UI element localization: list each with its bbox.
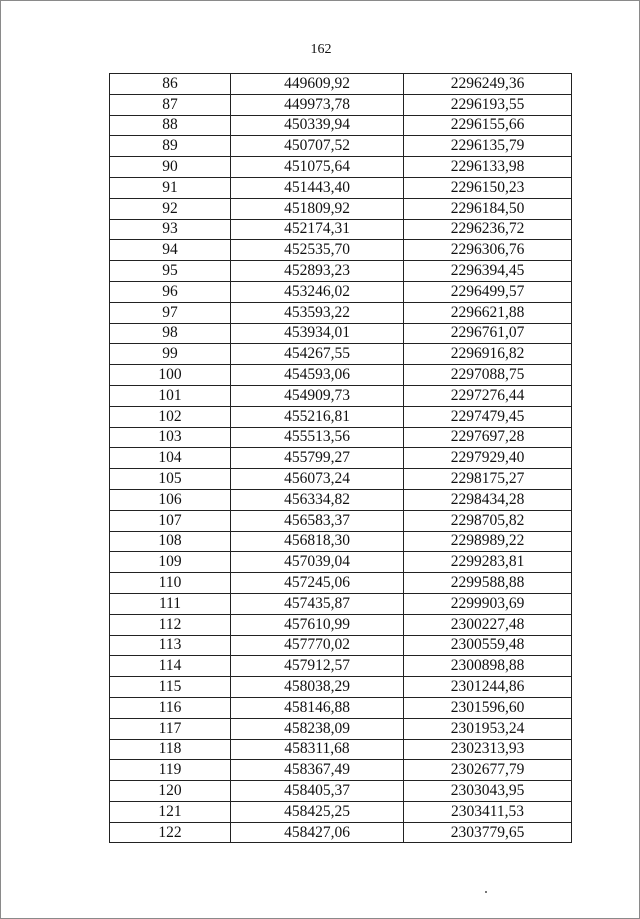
point-number-cell: 105: [110, 469, 231, 490]
x-coordinate-cell: 454267,55: [231, 344, 404, 365]
point-number-cell: 103: [110, 427, 231, 448]
y-coordinate-cell: 2298989,22: [404, 531, 572, 552]
table-row: [110, 198, 572, 219]
y-coordinate-cell: 2303043,95: [404, 781, 572, 802]
y-coordinate-cell: 2300898,88: [404, 656, 572, 677]
point-number-cell: 107: [110, 510, 231, 531]
table-row: [110, 469, 572, 490]
y-coordinate-cell: 2296916,82: [404, 344, 572, 365]
y-coordinate-cell: 2297697,28: [404, 427, 572, 448]
table-row: [110, 177, 572, 198]
table-row: [110, 531, 572, 552]
table-row: [110, 94, 572, 115]
x-coordinate-cell: 449609,92: [231, 74, 404, 95]
x-coordinate-cell: 458367,49: [231, 760, 404, 781]
table-row: [110, 822, 572, 843]
point-number-cell: 106: [110, 489, 231, 510]
y-coordinate-cell: 2298175,27: [404, 469, 572, 490]
point-number-cell: 118: [110, 739, 231, 760]
y-coordinate-cell: 2303779,65: [404, 822, 572, 843]
point-number-cell: 114: [110, 656, 231, 677]
table-row: [110, 344, 572, 365]
table-row: [110, 302, 572, 323]
point-number-cell: 109: [110, 552, 231, 573]
y-coordinate-cell: 2296150,23: [404, 177, 572, 198]
y-coordinate-cell: 2296621,88: [404, 302, 572, 323]
y-coordinate-cell: 2298434,28: [404, 489, 572, 510]
x-coordinate-cell: 457245,06: [231, 573, 404, 594]
point-number-cell: 91: [110, 177, 231, 198]
table-row: [110, 718, 572, 739]
table-row: [110, 427, 572, 448]
point-number-cell: 96: [110, 281, 231, 302]
y-coordinate-cell: 2297088,75: [404, 365, 572, 386]
x-coordinate-cell: 450707,52: [231, 136, 404, 157]
point-number-cell: 115: [110, 677, 231, 698]
y-coordinate-cell: 2302313,93: [404, 739, 572, 760]
page-number: 162: [310, 42, 332, 57]
table-row: [110, 365, 572, 386]
table-row: [110, 635, 572, 656]
point-number-cell: 87: [110, 94, 231, 115]
point-number-cell: 88: [110, 115, 231, 136]
table-row: [110, 281, 572, 302]
x-coordinate-cell: 458427,06: [231, 822, 404, 843]
table-row: [110, 552, 572, 573]
y-coordinate-cell: 2301244,86: [404, 677, 572, 698]
x-coordinate-cell: 458405,37: [231, 781, 404, 802]
x-coordinate-cell: 457770,02: [231, 635, 404, 656]
point-number-cell: 116: [110, 697, 231, 718]
point-number-cell: 94: [110, 240, 231, 261]
y-coordinate-cell: 2299283,81: [404, 552, 572, 573]
table-row: [110, 489, 572, 510]
table-row: [110, 781, 572, 802]
y-coordinate-cell: 2296193,55: [404, 94, 572, 115]
point-number-cell: 95: [110, 261, 231, 282]
y-coordinate-cell: 2299588,88: [404, 573, 572, 594]
x-coordinate-cell: 452893,23: [231, 261, 404, 282]
table-row: [110, 448, 572, 469]
x-coordinate-cell: 454593,06: [231, 365, 404, 386]
point-number-cell: 108: [110, 531, 231, 552]
y-coordinate-cell: 2296394,45: [404, 261, 572, 282]
table-row: [110, 593, 572, 614]
table-row: [110, 510, 572, 531]
table-row: [110, 219, 572, 240]
x-coordinate-cell: 457039,04: [231, 552, 404, 573]
y-coordinate-cell: 2297479,45: [404, 406, 572, 427]
table-row: [110, 697, 572, 718]
x-coordinate-cell: 455216,81: [231, 406, 404, 427]
y-coordinate-cell: 2296155,66: [404, 115, 572, 136]
y-coordinate-cell: 2300559,48: [404, 635, 572, 656]
x-coordinate-cell: 454909,73: [231, 385, 404, 406]
x-coordinate-cell: 458238,09: [231, 718, 404, 739]
x-coordinate-cell: 455799,27: [231, 448, 404, 469]
table-row: [110, 760, 572, 781]
x-coordinate-cell: 458038,29: [231, 677, 404, 698]
table-row: [110, 136, 572, 157]
x-coordinate-cell: 453246,02: [231, 281, 404, 302]
point-number-cell: 111: [110, 593, 231, 614]
coordinates-table-body: [110, 74, 572, 843]
table-row: [110, 614, 572, 635]
y-coordinate-cell: 2296184,50: [404, 198, 572, 219]
y-coordinate-cell: 2302677,79: [404, 760, 572, 781]
scan-speck: [485, 891, 487, 893]
y-coordinate-cell: 2300227,48: [404, 614, 572, 635]
point-number-cell: 110: [110, 573, 231, 594]
table-row: [110, 385, 572, 406]
x-coordinate-cell: 452174,31: [231, 219, 404, 240]
x-coordinate-cell: 452535,70: [231, 240, 404, 261]
x-coordinate-cell: 449973,78: [231, 94, 404, 115]
x-coordinate-cell: 457912,57: [231, 656, 404, 677]
point-number-cell: 120: [110, 781, 231, 802]
y-coordinate-cell: 2298705,82: [404, 510, 572, 531]
point-number-cell: 102: [110, 406, 231, 427]
y-coordinate-cell: 2296133,98: [404, 157, 572, 178]
y-coordinate-cell: 2297929,40: [404, 448, 572, 469]
point-number-cell: 86: [110, 74, 231, 95]
point-number-cell: 100: [110, 365, 231, 386]
table-row: [110, 739, 572, 760]
x-coordinate-cell: 458425,25: [231, 801, 404, 822]
x-coordinate-cell: 451075,64: [231, 157, 404, 178]
point-number-cell: 117: [110, 718, 231, 739]
x-coordinate-cell: 451443,40: [231, 177, 404, 198]
x-coordinate-cell: 457435,87: [231, 593, 404, 614]
point-number-cell: 97: [110, 302, 231, 323]
point-number-cell: 119: [110, 760, 231, 781]
table-row: [110, 115, 572, 136]
table-row: [110, 406, 572, 427]
y-coordinate-cell: 2301953,24: [404, 718, 572, 739]
y-coordinate-cell: 2296761,07: [404, 323, 572, 344]
table-row: [110, 323, 572, 344]
table-row: [110, 74, 572, 95]
x-coordinate-cell: 458311,68: [231, 739, 404, 760]
table-row: [110, 261, 572, 282]
table-row: [110, 801, 572, 822]
x-coordinate-cell: 453593,22: [231, 302, 404, 323]
point-number-cell: 122: [110, 822, 231, 843]
y-coordinate-cell: 2296499,57: [404, 281, 572, 302]
coordinates-table: [109, 73, 572, 843]
y-coordinate-cell: 2299903,69: [404, 593, 572, 614]
x-coordinate-cell: 457610,99: [231, 614, 404, 635]
x-coordinate-cell: 451809,92: [231, 198, 404, 219]
y-coordinate-cell: 2301596,60: [404, 697, 572, 718]
x-coordinate-cell: 456073,24: [231, 469, 404, 490]
x-coordinate-cell: 458146,88: [231, 697, 404, 718]
point-number-cell: 121: [110, 801, 231, 822]
point-number-cell: 112: [110, 614, 231, 635]
point-number-cell: 93: [110, 219, 231, 240]
point-number-cell: 98: [110, 323, 231, 344]
point-number-cell: 104: [110, 448, 231, 469]
x-coordinate-cell: 450339,94: [231, 115, 404, 136]
y-coordinate-cell: 2296236,72: [404, 219, 572, 240]
point-number-cell: 101: [110, 385, 231, 406]
y-coordinate-cell: 2297276,44: [404, 385, 572, 406]
x-coordinate-cell: 453934,01: [231, 323, 404, 344]
x-coordinate-cell: 456334,82: [231, 489, 404, 510]
table-row: [110, 240, 572, 261]
x-coordinate-cell: 455513,56: [231, 427, 404, 448]
y-coordinate-cell: 2303411,53: [404, 801, 572, 822]
point-number-cell: 99: [110, 344, 231, 365]
point-number-cell: 92: [110, 198, 231, 219]
x-coordinate-cell: 456818,30: [231, 531, 404, 552]
table-row: [110, 573, 572, 594]
x-coordinate-cell: 456583,37: [231, 510, 404, 531]
point-number-cell: 89: [110, 136, 231, 157]
y-coordinate-cell: 2296249,36: [404, 74, 572, 95]
y-coordinate-cell: 2296135,79: [404, 136, 572, 157]
y-coordinate-cell: 2296306,76: [404, 240, 572, 261]
table-row: [110, 157, 572, 178]
table-row: [110, 656, 572, 677]
point-number-cell: 113: [110, 635, 231, 656]
table-row: [110, 677, 572, 698]
point-number-cell: 90: [110, 157, 231, 178]
